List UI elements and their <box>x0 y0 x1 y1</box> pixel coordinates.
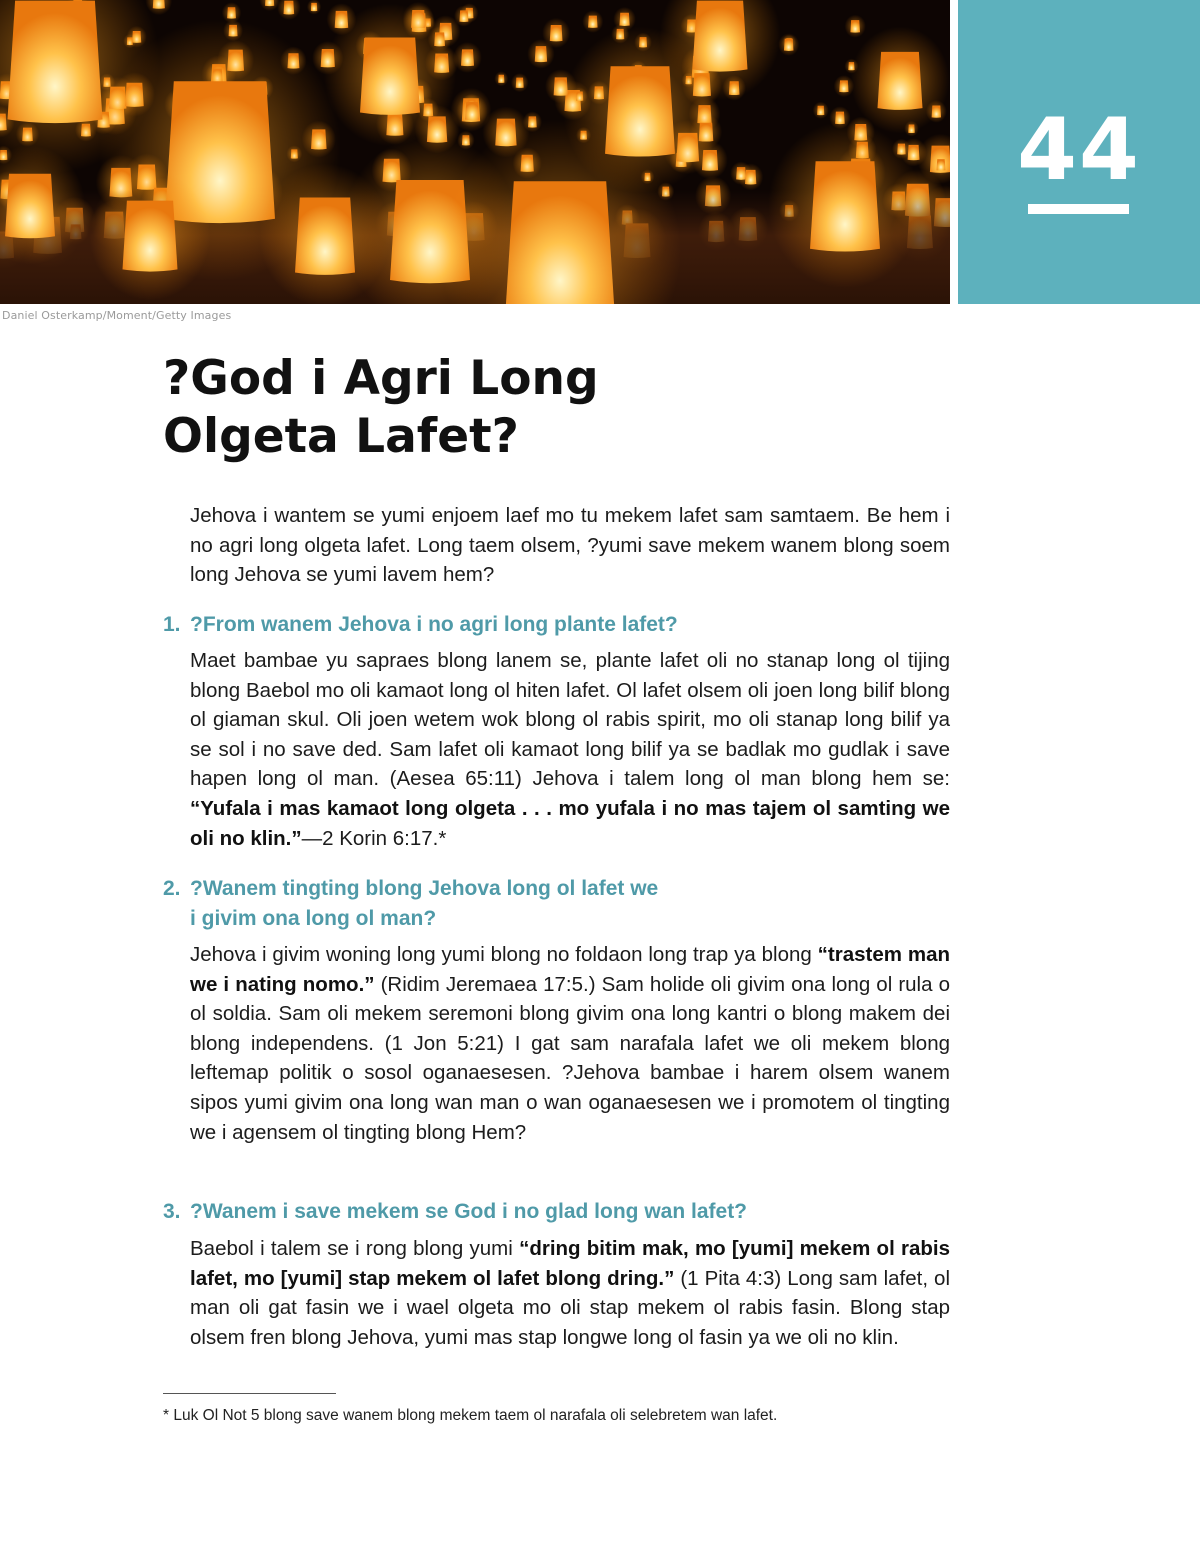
lantern <box>810 161 880 251</box>
question-2-heading-text-line-2: i givim ona long ol man? <box>190 907 437 930</box>
lantern <box>459 10 468 22</box>
question-1-answer <box>190 646 950 853</box>
question-2-heading <box>163 874 963 934</box>
lantern <box>284 1 295 15</box>
question-2-number: 2. <box>163 877 181 900</box>
photo-credit: Daniel Osterkamp/Moment/Getty Images <box>2 309 232 322</box>
lantern <box>295 198 355 275</box>
chapter-number-underline <box>1028 204 1129 214</box>
lantern <box>878 52 923 110</box>
lantern <box>839 80 848 92</box>
question-2-heading-text-line-1: ?Wanem tingting blong Jehova long ol lafet we <box>190 877 659 900</box>
lantern <box>8 1 103 124</box>
question-2-scripture-quote: “trastem man we i nating nomo.” <box>190 943 950 996</box>
question-3-answer-continuation: (1 Pita 4:3) Long sam lafet, ol man oli gat fasin we i wael olgeta mo oli stap mekem ol rabis fasin. Blong stap olsem fren blong Jehova, yumi mas stap longwe long ol fasin ya we oli no klin. <box>190 1266 950 1349</box>
footnote-divider <box>163 1393 336 1394</box>
lantern <box>516 78 524 88</box>
chapter-number: 44 <box>1017 100 1141 200</box>
question-3-scripture-quote: “dring bitim mak, mo [yumi] mekem ol rabis lafet, mo [yumi] stap mekem ol lafet blong dring.” <box>190 1237 950 1290</box>
header-photo-lanterns <box>0 0 950 304</box>
lantern <box>461 49 474 66</box>
intro-paragraph: Jehova i wantem se yumi enjoem laef mo tu mekem lafet sam samtaem. Be hem i no agri long olgeta lafet. Long taem olsem, ?yumi save mekem wanem blong soem long Jehova se yumi lavem hem? <box>190 504 950 587</box>
lantern <box>535 46 547 62</box>
lantern <box>784 39 794 51</box>
footnote: * Luk Ol Not 5 blong save wanem blong mekem taem ol narafala oli selebretem wan lafet. <box>163 1407 778 1424</box>
lantern <box>736 167 746 180</box>
question-2-answer-text: Jehova i givim woning long yumi blong no foldaon long trap ya blong <box>190 943 818 966</box>
lantern <box>465 102 479 120</box>
question-3-heading-text: ?Wanem i save mekem se God i no glad long wan lafet? <box>190 1200 748 1223</box>
page-title <box>163 350 923 466</box>
lantern <box>817 106 824 115</box>
question-1-answer-text: Maet bambae yu sapraes blong lanem se, plante lafet oli no stanap long ol tijing blong Baebol mo oli kamaot long ol hiten lafet. Ol lafet olsem oli joen long bilif blong ol giaman skul. Oli joen wetem wok blong ol rabis spirit, mo oli stanap long bilif ya se sol i no save ded. Sam lafet oli kamaot long bilif ya se badlak mo gudlak i save hapen long ol man. (Aesea 65:11) Jehova i talem long ol man blong hem se: <box>190 649 950 791</box>
intro-paragraph-block <box>190 501 950 590</box>
chapter-number-box <box>958 0 1200 304</box>
lantern <box>498 75 504 83</box>
lantern <box>588 16 598 28</box>
lantern <box>550 25 563 41</box>
question-3-number: 3. <box>163 1200 181 1223</box>
lantern <box>693 1 748 72</box>
page-title-line-1: ?God i Agri Long <box>163 351 599 406</box>
lantern <box>505 181 615 304</box>
question-2-answer <box>190 940 950 1147</box>
question-2-answer-continuation: (Ridim Jeremaea 17:5.) Sam holide oli givim ona long ol rula o ol soldia. Sam oli mekem seremoni blong givim ona long kantri o blong makem dei blong independens. (1 Jon 5:21) I gat sam narafala lafet we oli mekem blong leftemap politik o sosol oganaesesen. ?Jehova bambae i harem olsem wanem sipos yumi givim ona long wan man o wan oganaesesen we i promotem ol tingting we i agensem ol tingting blong Hem? <box>190 972 950 1144</box>
question-1-scripture-quote: “Yufala i mas kamaot long olgeta . . . mo yufala i no mas tajem ol samting we oli no klin.” <box>190 796 950 850</box>
question-1-scripture-reference: —2 Korin 6:17.* <box>301 826 447 850</box>
lantern <box>619 13 629 26</box>
lantern <box>360 38 420 115</box>
lantern-illustration <box>0 0 950 304</box>
page-title-line-2: Olgeta Lafet? <box>163 409 519 464</box>
question-1-heading <box>163 610 963 640</box>
lantern <box>937 159 946 170</box>
question-3-answer <box>190 1234 950 1352</box>
question-1-heading-text: ?From wanem Jehova i no agri long plante lafet? <box>190 613 678 636</box>
question-1-answer-block <box>190 646 950 853</box>
question-1-number: 1. <box>163 613 181 636</box>
lantern <box>265 0 274 6</box>
question-3-answer-text: Baebol i talem se i rong blong yumi <box>190 1237 520 1260</box>
question-2-answer-block <box>190 940 950 1147</box>
lantern <box>123 201 178 272</box>
lantern <box>850 20 860 32</box>
question-3-heading <box>163 1197 963 1227</box>
question-3-answer-block <box>190 1234 950 1352</box>
lantern <box>5 174 55 239</box>
lantern <box>227 7 236 18</box>
lantern <box>153 0 165 9</box>
lantern <box>311 3 317 11</box>
